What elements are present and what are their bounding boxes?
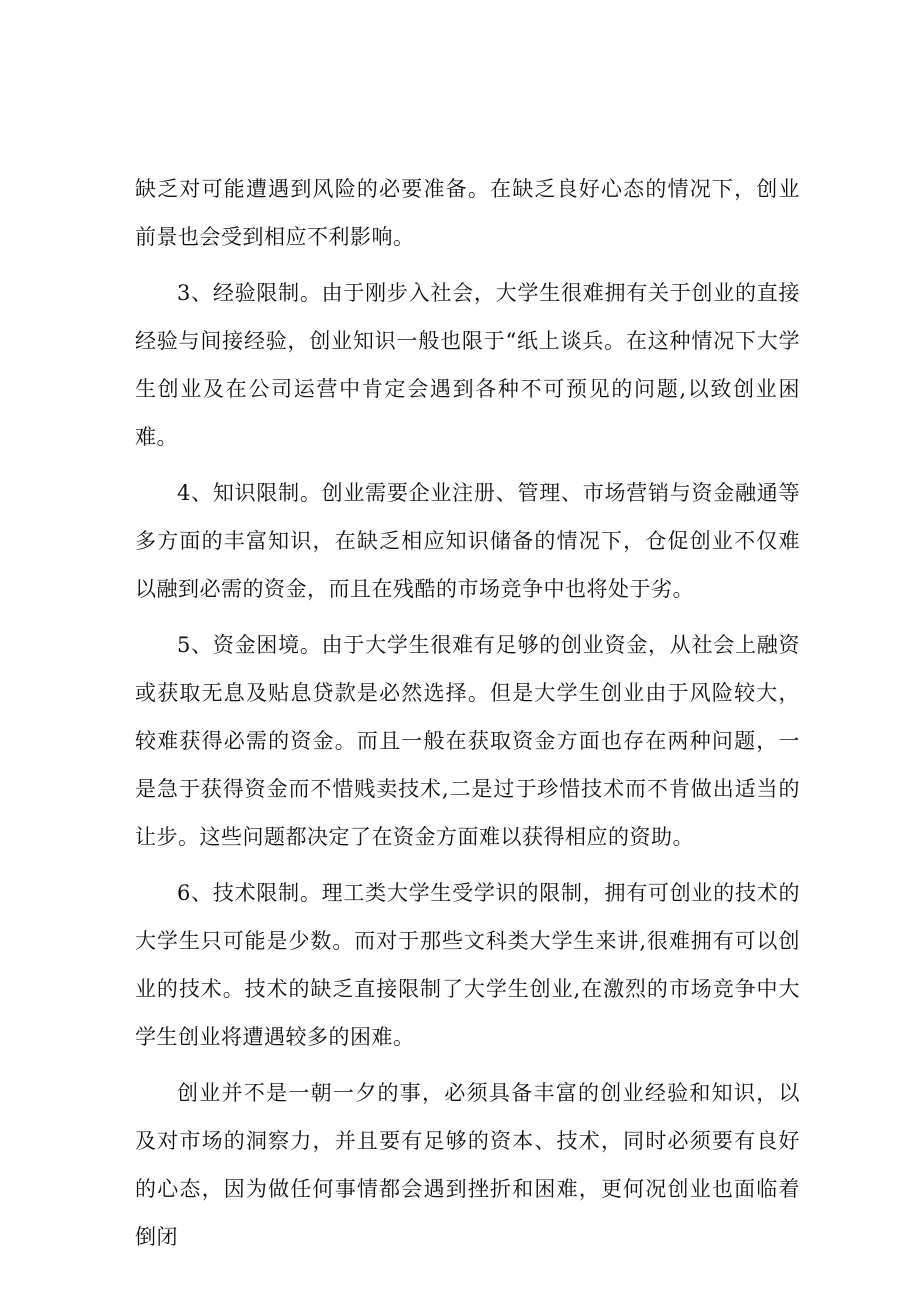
paragraph-startup-conclusion: 创业并不是一朝一夕的事，必须具备丰富的创业经验和知识，以及对市场的洞察力，并且要有足够的资本、技术，同时必须要有良好的心态，因为做任何事情都会遇到挫折和困难，更何况创业也面临着倒闭 <box>135 1081 800 1249</box>
paragraph-technology-limits: 6、技术限制。理工类大学生受学识的限制，拥有可创业的技术的大学生只可能是少数。而对于那些文科类大学生来讲,很难拥有可以创业的技术。技术的缺乏直接限制了大学生创业,在激烈的市场竞争中大学生创业将遭遇较多的困难。 <box>135 881 800 1049</box>
paragraph-funding-difficulty: 5、资金困境。由于大学生很难有足够的创业资金，从社会上融资或获取无息及贴息贷款是必然选择。但是大学生创业由于风险较大，较难获得必需的资金。而且一般在获取资金方面也存在两种问题，一是急于获得资金而不惜贱卖技术,二是过于珍惜技术而不肯做出适当的让步。这些问题都决定了在资金方面难以获得相应的资助。 <box>135 633 800 849</box>
paragraph-experience-limits: 3、经验限制。由于刚步入社会，大学生很难拥有关于创业的直接经验与间接经验，创业知识一般也限于“纸上谈兵。在这种情况下大学生创业及在公司运营中肯定会遇到各种不可预见的问题,以致创业困难。 <box>135 281 800 449</box>
paragraph-risk-preparation-continuation: 缺乏对可能遭遇到风险的必要准备。在缺乏良好心态的情况下，创业前景也会受到相应不利影响。 <box>135 177 800 249</box>
document-body <box>135 165 800 1269</box>
paragraph-knowledge-limits: 4、知识限制。创业需要企业注册、管理、市场营销与资金融通等多方面的丰富知识，在缺乏相应知识储备的情况下，仓促创业不仅难以融到必需的资金，而且在残酷的市场竞争中也将处于劣。 <box>135 481 800 601</box>
